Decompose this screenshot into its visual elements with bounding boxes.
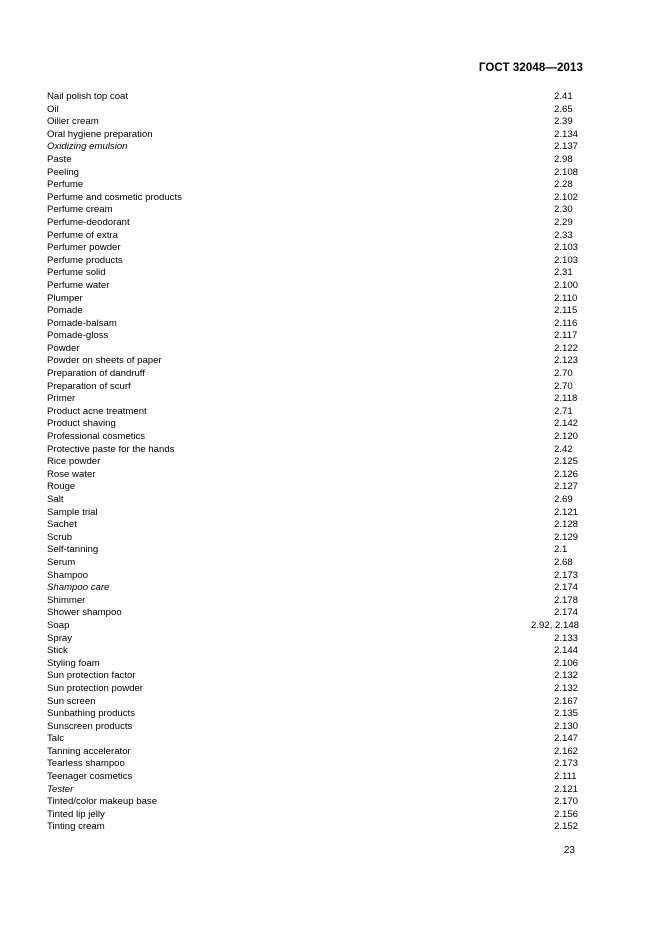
index-entry [47, 293, 579, 306]
index-term: Perfume products [47, 254, 123, 266]
index-term: Rouge [47, 481, 76, 493]
index-entry [47, 230, 579, 243]
index-reference: 2.128 [554, 519, 579, 531]
index-reference: 2.68 [554, 556, 573, 568]
index-entry [47, 381, 579, 394]
index-entry [47, 481, 579, 494]
index-term: Oxidizing emulsion [47, 141, 128, 153]
index-reference: 2.108 [554, 166, 579, 178]
index-reference: 2.65 [554, 103, 573, 115]
index-term: Pomade-balsam [47, 317, 117, 329]
index-reference: 2.110 [554, 292, 578, 304]
index-reference: 2.116 [554, 317, 578, 329]
index-term: Pomade [47, 305, 83, 317]
index-term: Tester [47, 783, 74, 795]
index-entry [47, 658, 579, 671]
index-reference: 2.28 [554, 179, 573, 191]
index-reference: 2.135 [554, 708, 579, 720]
index-reference: 2.115 [554, 305, 578, 317]
index-reference: 2.118 [554, 393, 578, 405]
index-entry [47, 733, 579, 746]
index-entry [47, 746, 579, 759]
index-entry [47, 532, 579, 545]
index-entry [47, 670, 579, 683]
index-reference: 2.144 [554, 645, 579, 657]
index-term: Shimmer [47, 594, 86, 606]
index-term: Product shaving [47, 418, 116, 430]
index-term: Teenager cosmetics [47, 771, 133, 783]
index-entry [47, 796, 579, 809]
index-term: Sun protection factor [47, 670, 136, 682]
index-reference: 2.39 [554, 116, 573, 128]
index-term: Pomade-gloss [47, 330, 109, 342]
index-entry [47, 129, 579, 142]
index-entry [47, 784, 579, 797]
index-entry [47, 104, 579, 117]
index-entry [47, 456, 579, 469]
index-term: Shower shampoo [47, 607, 122, 619]
index-reference: 2.132 [554, 670, 579, 682]
index-entry [47, 809, 579, 822]
index-term: Peeling [47, 166, 80, 178]
index-reference: 2.111 [554, 771, 577, 783]
index-term: Tinting cream [47, 821, 105, 833]
index-reference: 2.127 [554, 481, 579, 493]
index-term: Spray [47, 632, 73, 644]
index-entry [47, 406, 579, 419]
index-term: Self-tanning [47, 544, 99, 556]
index-entry [47, 620, 579, 633]
index-term: Perfume and cosmetic products [47, 191, 182, 203]
index-term: Shampoo care [47, 582, 110, 594]
index-reference: 2.178 [554, 594, 579, 606]
index-reference: 2.33 [554, 229, 573, 241]
index-entry [47, 708, 579, 721]
index-term: Shampoo [47, 569, 89, 581]
index-list [47, 91, 579, 834]
index-reference: 2.1 [554, 544, 568, 556]
index-term: Sun protection powder [47, 682, 143, 694]
index-term: Perfume water [47, 279, 110, 291]
page-number: 23 [563, 845, 575, 856]
index-entry [47, 154, 579, 167]
index-reference: 2.122 [554, 342, 579, 354]
index-term: Professional cosmetics [47, 431, 146, 443]
index-entry [47, 557, 579, 570]
index-reference: 2.130 [554, 720, 579, 732]
index-entry [47, 683, 579, 696]
index-entry [47, 141, 579, 154]
index-term: Tearless shampoo [47, 758, 125, 770]
index-term: Protective paste for the hands [47, 443, 175, 455]
index-entry [47, 305, 579, 318]
index-entry [47, 343, 579, 356]
index-entry [47, 544, 579, 557]
index-term: Preparation of scurf [47, 380, 131, 392]
index-reference: 2.29 [554, 216, 573, 228]
index-entry [47, 469, 579, 482]
index-entry [47, 318, 579, 331]
index-reference: 2.129 [554, 531, 579, 543]
index-reference: 2.98 [554, 153, 573, 165]
index-term: Rose water [47, 468, 96, 480]
index-entry [47, 192, 579, 205]
index-entry [47, 167, 579, 180]
index-reference: 2.162 [554, 745, 579, 757]
index-entry [47, 330, 579, 343]
index-entry [47, 721, 579, 734]
index-reference: 2.121 [554, 506, 579, 518]
index-reference: 2.106 [554, 657, 579, 669]
index-term: Styling foam [47, 657, 100, 669]
index-term: Sunscreen products [47, 720, 133, 732]
index-reference: 2.71 [554, 405, 573, 417]
index-term: Tanning accelerator [47, 745, 131, 757]
index-reference: 2.100 [554, 279, 579, 291]
index-reference: 2.92, 2.148 [530, 619, 579, 631]
index-term: Product acne treatment [47, 405, 147, 417]
index-entry [47, 280, 579, 293]
index-reference: 2.70 [554, 368, 573, 380]
index-term: Serum [47, 556, 76, 568]
index-entry [47, 91, 579, 104]
index-term: Rice powder [47, 456, 101, 468]
index-entry [47, 217, 579, 230]
index-entry [47, 444, 579, 457]
index-term: Primer [47, 393, 76, 405]
index-reference: 2.132 [554, 682, 579, 694]
index-entry [47, 368, 579, 381]
index-entry [47, 242, 579, 255]
index-reference: 2.137 [554, 141, 579, 153]
index-term: Talc [47, 733, 65, 745]
index-reference: 2.133 [554, 632, 579, 644]
index-term: Plumper [47, 292, 83, 304]
index-term: Oilier cream [47, 116, 99, 128]
index-term: Perfume-deodorant [47, 216, 130, 228]
index-term: Oil [47, 103, 59, 115]
index-term: Sample trial [47, 506, 98, 518]
index-reference: 2.123 [554, 355, 579, 367]
index-reference: 2.142 [554, 418, 579, 430]
index-reference: 2.174 [554, 582, 579, 594]
index-reference: 2.103 [554, 254, 579, 266]
index-reference: 2.117 [554, 330, 578, 342]
index-term: Powder [47, 342, 80, 354]
index-term: Sun screen [47, 695, 96, 707]
index-entry [47, 255, 579, 268]
index-reference: 2.70 [554, 380, 573, 392]
index-reference: 2.156 [554, 808, 579, 820]
index-entry [47, 431, 579, 444]
index-reference: 2.173 [554, 758, 579, 770]
index-term: Tinted/color makeup base [47, 796, 158, 808]
index-entry [47, 696, 579, 709]
index-term: Stick [47, 645, 68, 657]
index-entry [47, 393, 579, 406]
index-reference: 2.174 [554, 607, 579, 619]
index-term: Sachet [47, 519, 77, 531]
index-reference: 2.120 [554, 431, 579, 443]
index-reference: 2.103 [554, 242, 579, 254]
index-reference: 2.125 [554, 456, 579, 468]
index-reference: 2.126 [554, 468, 579, 480]
index-reference: 2.30 [554, 204, 573, 216]
index-term: Perfume cream [47, 204, 113, 216]
index-reference: 2.41 [554, 91, 573, 102]
index-entry [47, 645, 579, 658]
index-entry [47, 519, 579, 532]
index-entry [47, 607, 579, 620]
index-entry [47, 204, 579, 217]
index-term: Perfume [47, 179, 84, 191]
index-term: Tinted lip jelly [47, 808, 105, 820]
index-entry [47, 633, 579, 646]
index-term: Salt [47, 494, 64, 505]
index-entry [47, 116, 579, 129]
index-term: Preparation of dandruff [47, 368, 145, 380]
index-reference: 2.152 [554, 821, 579, 833]
index-term: Perfume solid [47, 267, 106, 279]
index-entry [47, 267, 579, 280]
index-entry [47, 758, 579, 771]
index-term: Perfume of extra [47, 229, 118, 241]
index-entry [47, 570, 579, 583]
index-term: Sunbathing products [47, 708, 136, 720]
index-entry [47, 821, 579, 834]
index-reference: 2.170 [554, 796, 579, 808]
index-reference: 2.173 [554, 569, 579, 581]
index-entry [47, 179, 579, 192]
index-entry [47, 494, 579, 507]
index-reference: 2.134 [554, 128, 579, 140]
index-entry [47, 418, 579, 431]
index-term: Soap [47, 619, 70, 631]
index-term: Nail polish top coat [47, 91, 129, 102]
index-reference: 2.102 [554, 191, 579, 203]
index-entry [47, 355, 579, 368]
index-term: Paste [47, 153, 72, 165]
index-term: Perfumer powder [47, 242, 121, 254]
document-header: ГОСТ 32048—2013 [478, 62, 583, 74]
index-reference: 2.69 [554, 494, 573, 505]
index-entry [47, 582, 579, 595]
index-reference: 2.167 [554, 695, 579, 707]
index-reference: 2.147 [554, 733, 579, 745]
index-reference: 2.31 [554, 267, 573, 279]
index-entry [47, 507, 579, 520]
index-entry [47, 771, 579, 784]
index-reference: 2.42 [554, 443, 573, 455]
index-term: Scrub [47, 531, 73, 543]
index-term: Powder on sheets of paper [47, 355, 162, 367]
index-term: Oral hygiene preparation [47, 128, 153, 140]
index-reference: 2.121 [554, 783, 579, 795]
index-entry [47, 595, 579, 608]
